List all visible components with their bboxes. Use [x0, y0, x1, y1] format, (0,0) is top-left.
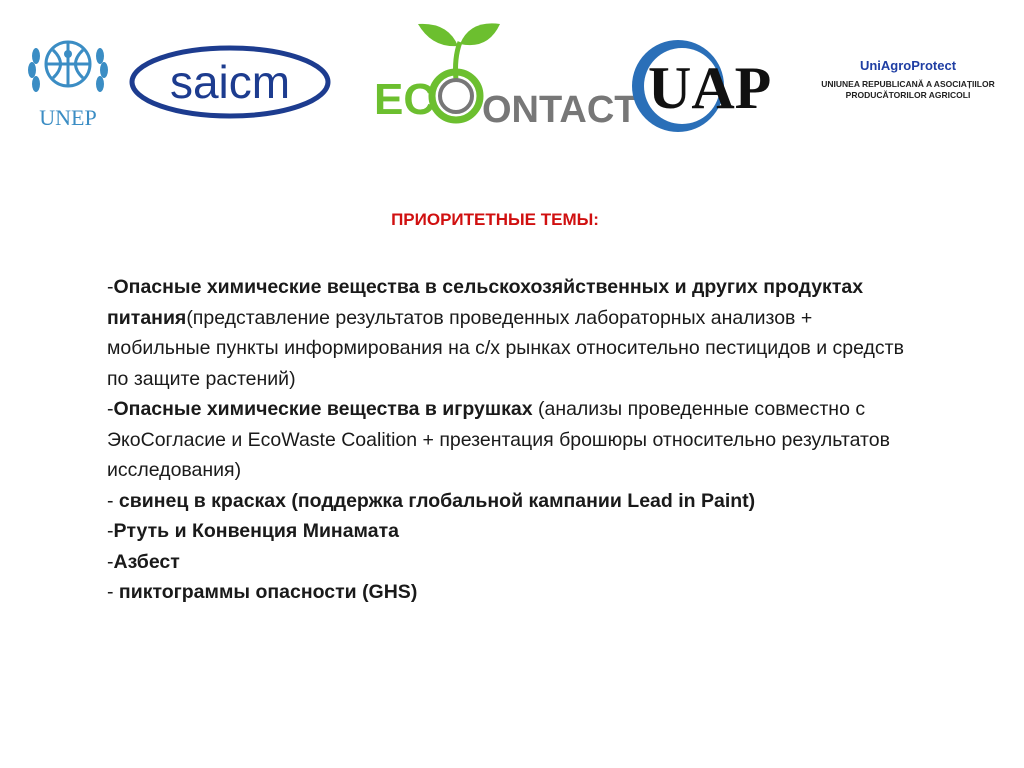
uniagroprotect-subtitle	[808, 79, 1008, 101]
list-item: -Опасные химические вещества в игрушках (анализы проведенные совместно с ЭкоСогласие и EcoWaste Coalition + презентация брошюры относительно результатов исследования)	[107, 398, 890, 481]
list-item: -Азбест	[107, 550, 180, 573]
list-item: - свинец в красках (поддержка глобальной кампании Lead in Paint)	[107, 489, 756, 512]
econtact-logo	[370, 18, 638, 131]
unep-logo	[20, 26, 116, 130]
svg-text:UAP: UAP	[648, 55, 772, 121]
page-title: ПРИОРИТЕТНЫЕ ТЕМЫ:	[391, 210, 599, 229]
uniagroprotect-title: UniAgroProtect	[859, 58, 957, 73]
svg-text:ONTACT: ONTACT	[482, 89, 638, 131]
uniagroprotect-subtitle-line1: UNIUNEA REPUBLICANĂ A ASOCIAȚIILOR	[821, 79, 995, 89]
list-item: -Опасные химические вещества в сельскохозяйственных и других продуктах питания(представление результатов проведенных лабораторных анализов + мобильные пункты информирования на с/х рынках относительно пестицидов и средств по защите растений)	[107, 276, 904, 390]
uniagroprotect-logo	[808, 58, 1008, 101]
svg-text:EC: EC	[374, 75, 436, 124]
saicm-logo	[128, 40, 332, 124]
list-item: -Ртуть и Конвенция Минамата	[107, 520, 399, 542]
svg-text:UNEP: UNEP	[39, 105, 97, 130]
list-item: - пиктограммы опасности (GHS)	[107, 581, 418, 603]
uap-logo	[630, 36, 790, 136]
svg-text:saicm: saicm	[169, 56, 291, 108]
priority-topics-list	[107, 272, 907, 608]
uniagroprotect-subtitle-line2: PRODUCĂTORILOR AGRICOLI	[845, 90, 971, 100]
